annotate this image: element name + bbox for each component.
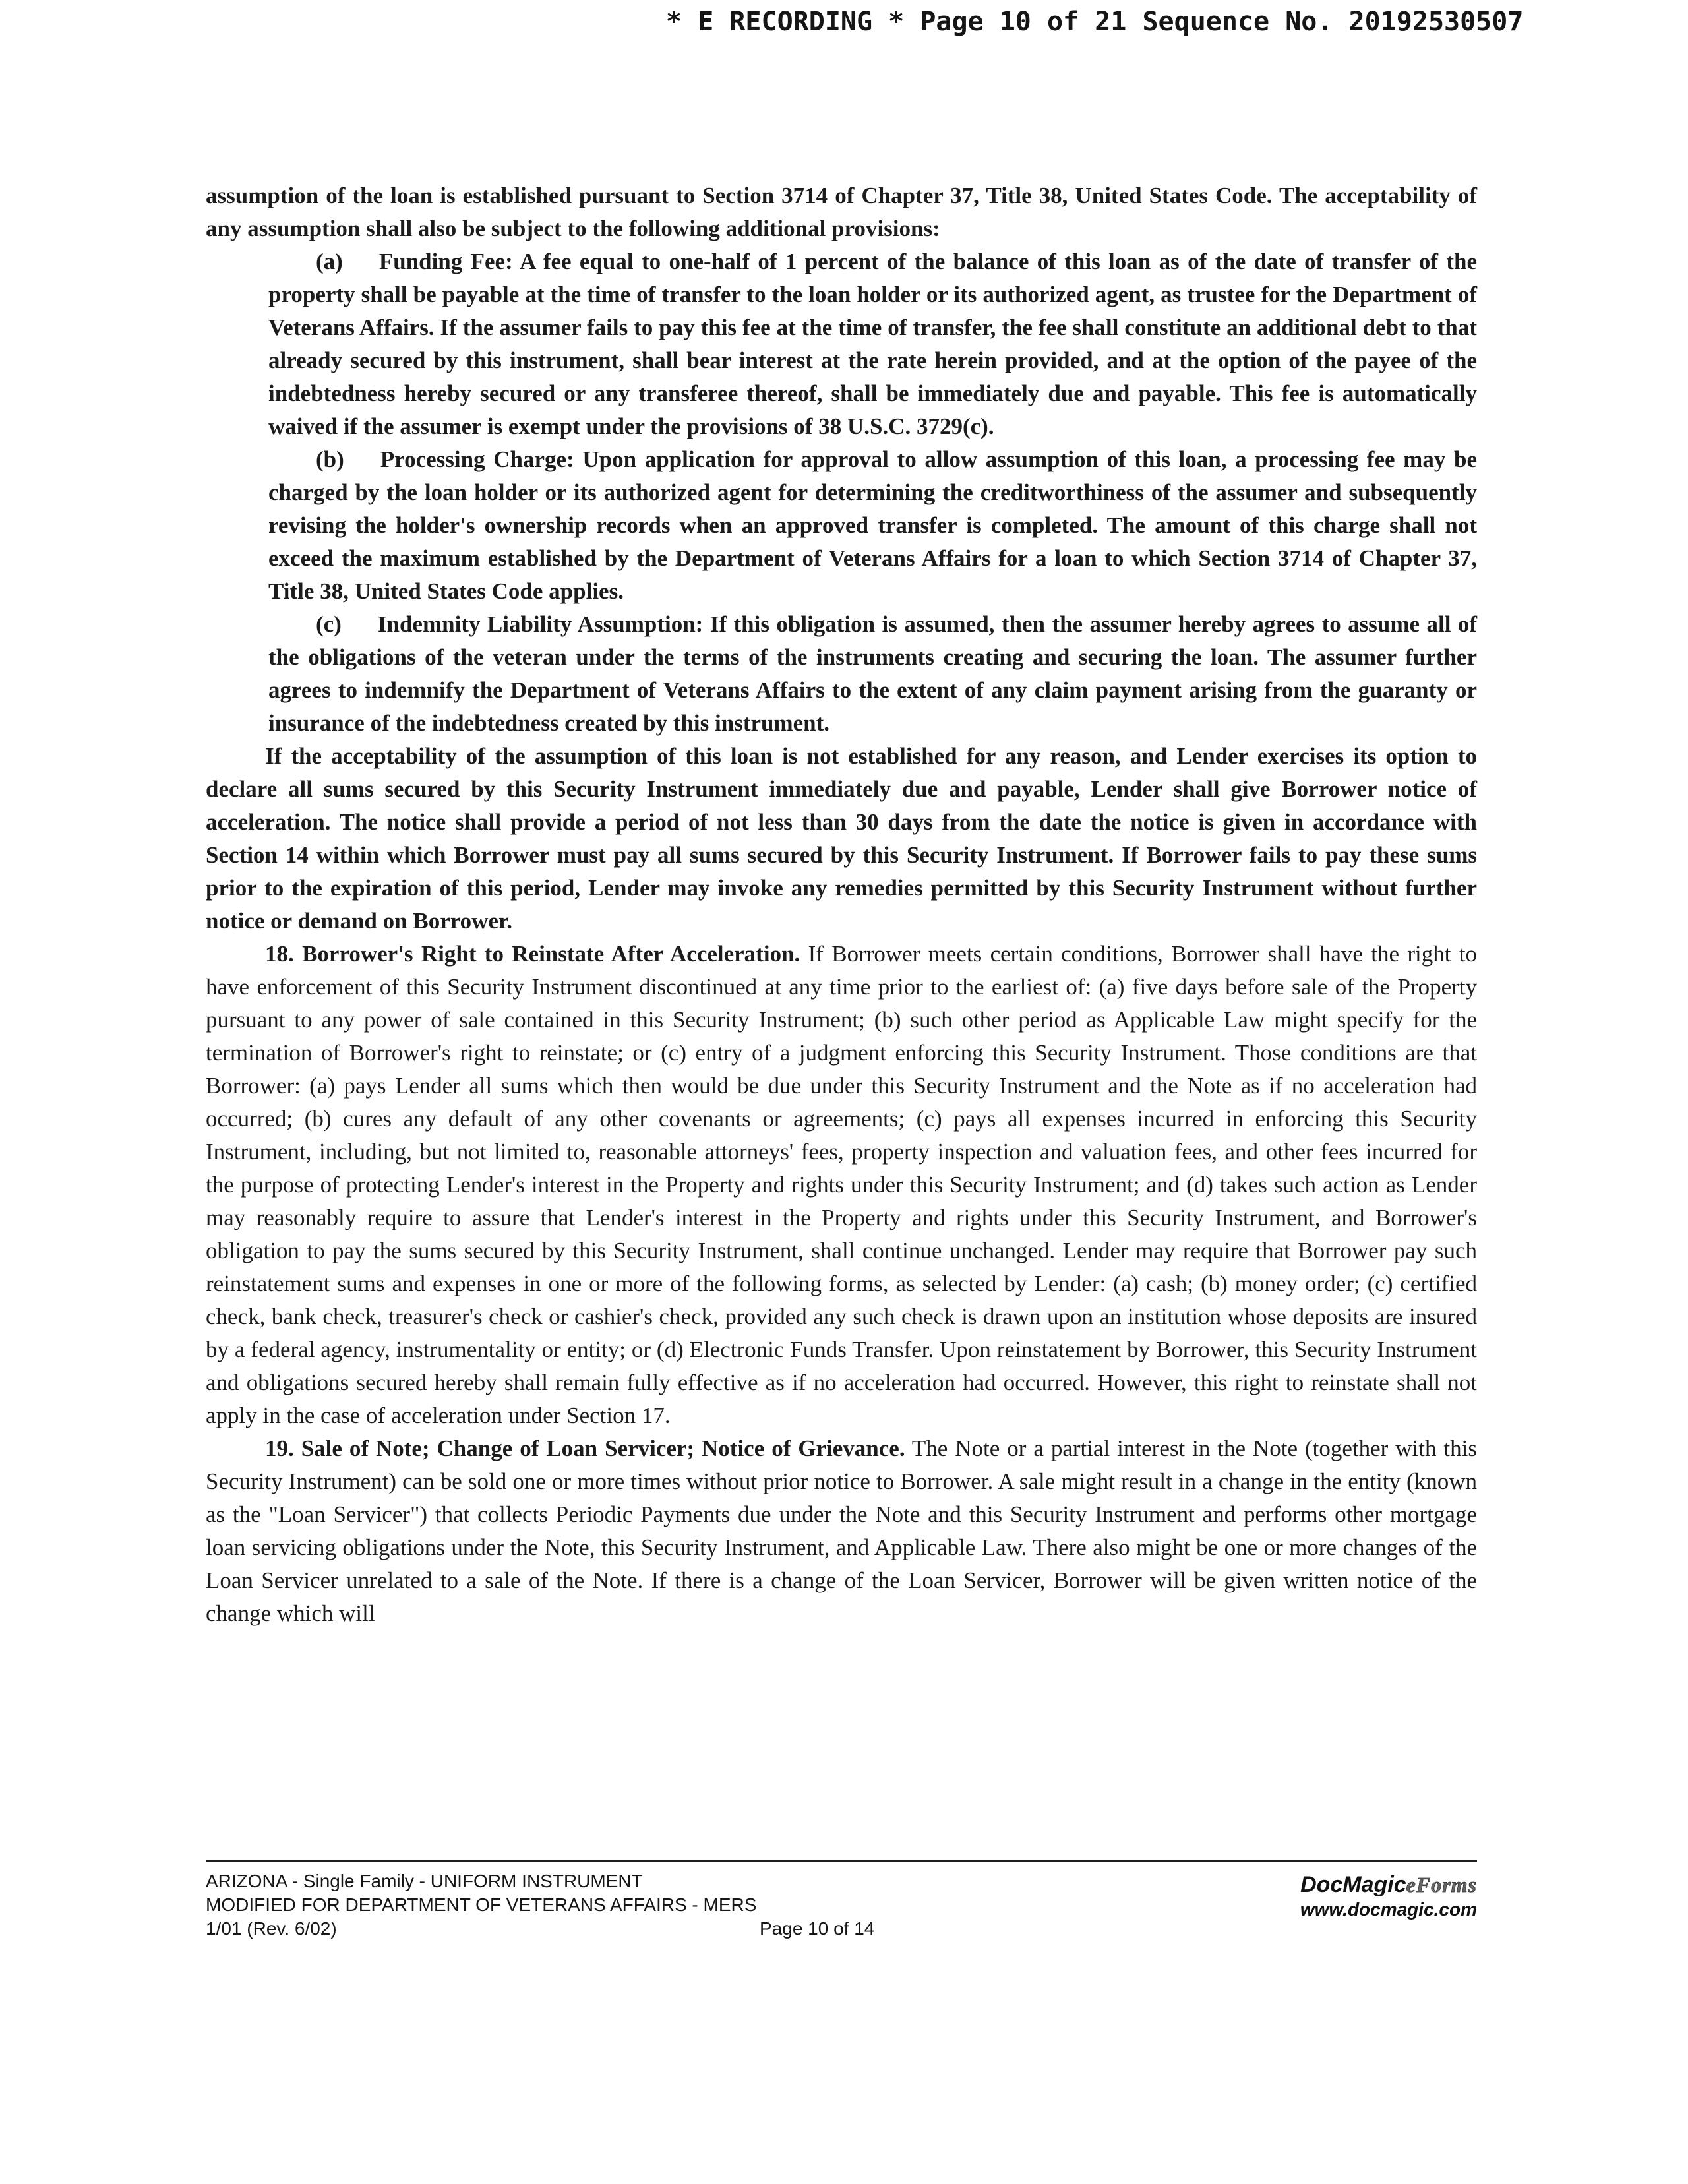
footer-page-number: Page 10 of 14	[760, 1918, 875, 1939]
section-18-paragraph	[206, 938, 1477, 1432]
section-19-paragraph	[206, 1432, 1477, 1630]
section-18-heading: 18. Borrower's Right to Reinstate After Acceleration.	[265, 941, 800, 967]
provision-c	[268, 608, 1477, 740]
provision-a-title: Funding Fee:	[378, 249, 513, 274]
docmagic-logo	[1300, 1871, 1477, 1899]
provision-b	[268, 443, 1477, 608]
provision-b-text: Upon application for approval to allow assumption of this loan, a processing fee may be charged by the loan holder or its authorized agent for determining the creditworthiness of the assumer and subsequently revising the holder's ownership records when an approved transfer is completed. The amount of this charge shall not exceed the maximum established by the Department of Veterans Affairs for a loan to which Section 3714 of Chapter 37, Title 38, United States Code applies.	[268, 446, 1477, 604]
footer-line-3	[206, 1917, 1477, 1941]
eforms-wordmark: eForms	[1406, 1873, 1477, 1896]
acceleration-paragraph: If the acceptability of the assumption of this loan is not established for any reason, and Lender exercises its option to declare all sums secured by this Security Instrument immediately due and payable, Lender shall give Borrower notice of acceleration. The notice shall provide a period of not less than 30 days from the date the notice is given in accordance with Section 14 within which Borrower must pay all sums secured by this Security Instrument. If Borrower fails to pay these sums prior to the expiration of this period, Lender may invoke any remedies permitted by this Security Instrument without further notice or demand on Borrower.	[206, 743, 1477, 934]
docmagic-branding	[1300, 1871, 1477, 1920]
provision-a-text: A fee equal to one-half of 1 percent of the balance of this loan as of the date of transfer of the property shall be payable at the time of transfer to the loan holder or its authorized agent, as trustee for the Department of Veterans Affairs. If the assumer fails to pay this fee at the time of transfer, the fee shall constitute an additional debt to that already secured by this instrument, shall bear interest at the rate herein provided, and at the option of the payee of the indebtedness hereby secured or any transferee thereof, shall be immediately due and payable. This fee is automatically waived if the assumer is exempt under the provisions of 38 U.S.C. 3729(c).	[268, 249, 1477, 439]
section-19-text: The Note or a partial interest in the Note (together with this Security Instrument) can be sold one or more times without prior notice to Borrower. A sale might result in a change in the entity (known as the "Loan Servicer") that collects Periodic Payments due under the Note and this Security Instrument and performs other mortgage loan servicing obligations under the Note, this Security Instrument, and Applicable Law. There also might be one or more changes of the Loan Servicer unrelated to a sale of the Note. If there is a change of the Loan Servicer, Borrower will be given written notice of the change which will	[206, 1436, 1477, 1626]
document-body	[206, 179, 1477, 1630]
footer-form-line-2: MODIFIED FOR DEPARTMENT OF VETERANS AFFAIRS - MERS	[206, 1895, 757, 1915]
section-19-heading: 19. Sale of Note; Change of Loan Servicer; Notice of Grievance.	[265, 1436, 905, 1461]
page-footer	[206, 1860, 1477, 1941]
intro-paragraph: assumption of the loan is established pursuant to Section 3714 of Chapter 37, Title 38, United States Code. The acceptability of any assumption shall also be subject to the following additional provisions:	[206, 183, 1477, 241]
provision-c-text: If this obligation is assumed, then the assumer hereby agrees to assume all of the obligations of the veteran under the terms of the instruments creating and securing the loan. The assumer further agrees to indemnify the Department of Veterans Affairs to the extent of any claim payment arising from the guaranty or insurance of the indebtedness created by this instrument.	[268, 611, 1477, 736]
e-recording-stamp: * E RECORDING * Page 10 of 21 Sequence No. 20192530507	[666, 7, 1524, 37]
section-18-text: If Borrower meets certain conditions, Borrower shall have the right to have enforcement of this Security Instrument discontinued at any time prior to the earliest of: (a) five days before sale of the Property pursuant to any power of sale contained in this Security Instrument; (b) such other period as Applicable Law might specify for the termination of Borrower's right to reinstate; or (c) entry of a judgment enforcing this Security Instrument. Those conditions are that Borrower: (a) pays Lender all sums which then would be due under this Security Instrument and the Note as if no acceleration had occurred; (b) cures any default of any other covenants or agreements; (c) pays all expenses incurred in enforcing this Security Instrument, including, but not limited to, reasonable attorneys' fees, property inspection and valuation fees, and other fees incurred for the purpose of protecting Lender's interest in the Property and rights under this Security Instrument; and (d) takes such action as Lender may reasonably require to assure that Lender's interest in the Property and rights under this Security Instrument, and Borrower's obligation to pay the sums secured by this Security Instrument, shall continue unchanged. Lender may require that Borrower pay such reinstatement sums and expenses in one or more of the following forms, as selected by Lender: (a) cash; (b) money order; (c) certified check, bank check, treasurer's check or cashier's check, provided any such check is drawn upon an institution whose deposits are insured by a federal agency, instrumentality or entity; or (d) Electronic Funds Transfer. Upon reinstatement by Borrower, this Security Instrument and obligations secured hereby shall remain fully effective as if no acceleration had occurred. However, this right to reinstate shall not apply in the case of acceleration under Section 17.	[206, 941, 1477, 1428]
docmagic-wordmark: DocMagic	[1300, 1872, 1406, 1897]
provision-c-label: (c)	[316, 611, 342, 637]
footer-form-info	[206, 1869, 1477, 1941]
footer-form-line-1: ARIZONA - Single Family - UNIFORM INSTRUMENT	[206, 1871, 643, 1891]
provision-b-label: (b)	[316, 446, 344, 472]
provision-a-label: (a)	[316, 249, 343, 274]
footer-divider	[206, 1860, 1477, 1862]
provision-b-title: Processing Charge:	[380, 446, 574, 472]
docmagic-url: www.docmagic.com	[1300, 1899, 1477, 1920]
provision-c-title: Indemnity Liability Assumption:	[377, 611, 704, 637]
footer-revision: 1/01 (Rev. 6/02)	[206, 1918, 337, 1939]
provision-a	[268, 245, 1477, 443]
